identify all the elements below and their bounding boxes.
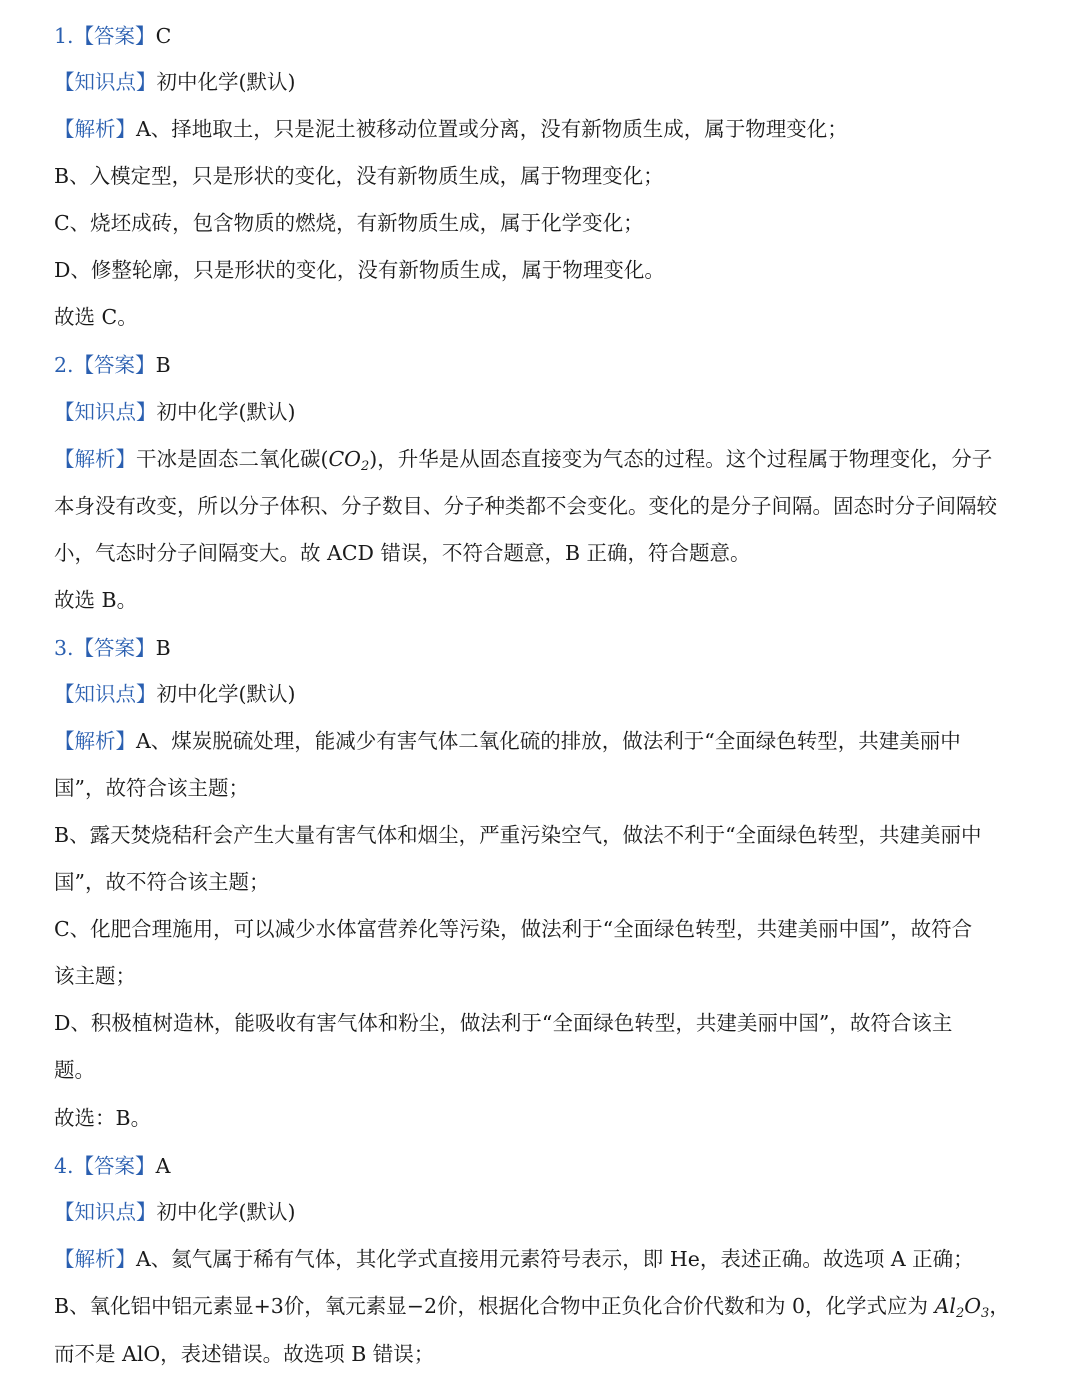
knowledge-tag: 【知识点】 [54,70,157,94]
analysis-line-3 [54,727,1030,755]
knowledge-tag: 【知识点】 [54,1200,157,1224]
analysis-line-1 [54,115,1030,143]
answer-line-4 [54,1152,1030,1180]
conclusion-line: 故选 C。 [54,305,138,329]
answer-tag: 【答案】 [73,353,156,377]
conclusion-line: 故选 B。 [54,588,138,612]
analysis-line: 题。 [54,1058,95,1082]
answer-value: B [155,353,171,377]
analysis-line-4 [54,1245,1030,1273]
answer-tag: 【答案】 [73,24,156,48]
knowledge-value: 初中化学(默认) [156,400,296,424]
analysis-text: A、择地取土，只是泥土被移动位置或分离，没有新物质生成，属于物理变化； [136,117,848,141]
answer-value: A [155,1154,171,1178]
answer-line-3 [54,634,1030,662]
knowledge-tag: 【知识点】 [54,682,157,706]
analysis-tag: 【解析】 [54,447,136,471]
knowledge-line-1 [54,68,1030,96]
analysis-line-2 [54,445,1030,481]
question-number: 4. [54,1154,74,1178]
answer-tag: 【答案】 [73,1154,156,1178]
al2o3-formula: $Al_2O_3$ [934,1294,990,1321]
analysis-line: 国”，故符合该主题； [54,776,249,800]
analysis-line: 而不是 AlO，表述错误。故选项 B 错误； [54,1342,435,1366]
analysis-tag: 【解析】 [54,1247,136,1271]
analysis-line: 国”，故不符合该主题； [54,870,270,894]
co2-formula: $CO_2$ [328,447,370,474]
knowledge-value: 初中化学(默认) [156,70,296,94]
question-number: 2. [54,353,74,377]
analysis-tag: 【解析】 [54,117,136,141]
answer-tag: 【答案】 [73,636,156,660]
answer-value: C [155,24,172,48]
question-number: 3. [54,636,74,660]
analysis-line: 小，气态时分子间隔变大。故 ACD 错误，不符合题意，B 正确，符合题意。 [54,541,751,565]
analysis-text: 干冰是固态二氧化碳( [136,447,329,471]
analysis-line: B、入模定型，只是形状的变化，没有新物质生成，属于物理变化； [54,164,664,188]
analysis-line: C、烧坯成砖，包含物质的燃烧，有新物质生成，属于化学变化； [54,211,644,235]
knowledge-line-4 [54,1198,1030,1226]
analysis-line: D、积极植树造林，能吸收有害气体和粉尘，做法利于“全面绿色转型，共建美丽中国”，故符合该主 [54,1011,953,1035]
conclusion-line: 故选：B。 [54,1106,152,1130]
analysis-line: B、氧化铝中铝元素显+3价，氧元素显−2价，根据化合物中正负化合价代数和为 0，化学式应为 $Al_2O_3$， [54,1294,1010,1321]
knowledge-value: 初中化学(默认) [156,1200,296,1224]
analysis-text: A、煤炭脱硫处理，能减少有害气体二氧化硫的排放，做法利于“全面绿色转型，共建美丽中 [136,729,961,753]
answer-value: B [155,636,171,660]
answer-line-2 [54,351,1030,379]
analysis-line: D、修整轮廓，只是形状的变化，没有新物质生成，属于物理变化。 [54,258,665,282]
analysis-line: 该主题； [54,964,136,988]
analysis-line: 本身没有改变，所以分子体积、分子数目、分子种类都不会变化。变化的是分子间隔。固态时分子间隔较 [54,494,997,518]
knowledge-line-3 [54,680,1030,708]
question-number: 1. [54,24,74,48]
answer-line-1 [54,22,1030,50]
knowledge-value: 初中化学(默认) [156,682,296,706]
knowledge-line-2 [54,398,1030,426]
analysis-tag: 【解析】 [54,729,136,753]
analysis-line: B、露天焚烧秸秆会产生大量有害气体和烟尘，严重污染空气，做法不利于“全面绿色转型，共建美丽中 [54,823,982,847]
analysis-text: A、氦气属于稀有气体，其化学式直接用元素符号表示，即 He，表述正确。故选项 A 正确； [136,1247,974,1271]
analysis-line: C、化肥合理施用，可以减少水体富营养化等污染，做法利于“全面绿色转型，共建美丽中国”，故符合 [54,917,973,941]
knowledge-tag: 【知识点】 [54,400,157,424]
analysis-text: )，升华是从固态直接变为气态的过程。这个过程属于物理变化，分子 [369,447,993,471]
